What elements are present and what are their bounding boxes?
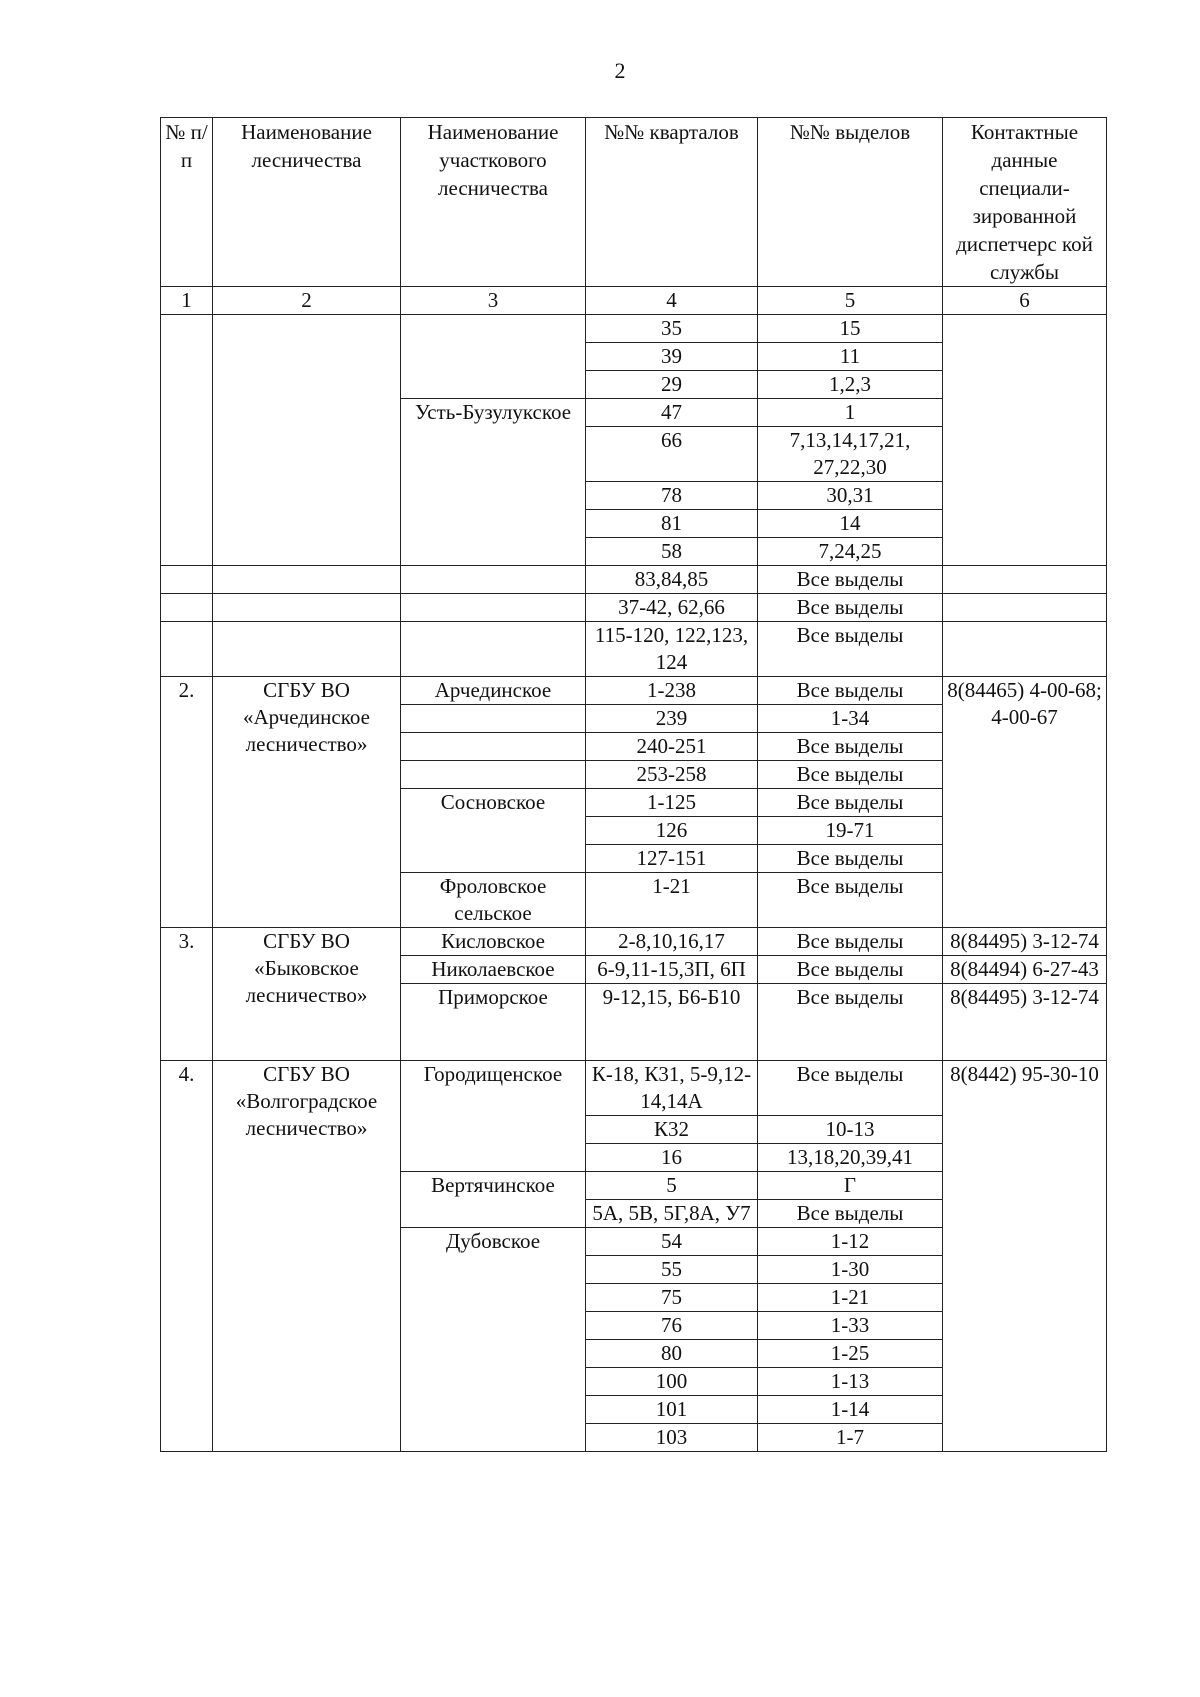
table-row bbox=[161, 928, 1107, 956]
parcels-cell: Все выделы bbox=[758, 1200, 943, 1228]
quarter-cell: 29 bbox=[586, 371, 758, 399]
col-number-cell: 5 bbox=[758, 287, 943, 315]
quarter-cell: 2-8,10,16,17 bbox=[586, 928, 758, 956]
quarter-cell: 37-42, 62,66 bbox=[586, 594, 758, 622]
forestry-cell bbox=[213, 315, 401, 566]
quarter-cell: 126 bbox=[586, 817, 758, 845]
parcels-cell: 1-34 bbox=[758, 705, 943, 733]
quarter-cell: 103 bbox=[586, 1424, 758, 1452]
quarter-cell: 6-9,11-15,3П, 6П bbox=[586, 956, 758, 984]
district-cell bbox=[401, 315, 586, 399]
forestry-cell: СГБУ ВО «Быковское лесничество» bbox=[213, 928, 401, 1061]
quarter-cell: 240-251 bbox=[586, 733, 758, 761]
contact-cell bbox=[943, 566, 1107, 594]
parcels-cell: 1-14 bbox=[758, 1396, 943, 1424]
parcels-cell: 1-30 bbox=[758, 1256, 943, 1284]
parcels-cell: Все выделы bbox=[758, 677, 943, 705]
header-col-contacts: Контактные данные специали-зированной диспетчерс кой службы bbox=[943, 118, 1107, 287]
parcels-cell: Г bbox=[758, 1172, 943, 1200]
parcels-cell: 1-33 bbox=[758, 1312, 943, 1340]
district-cell: Усть-Бузулукское bbox=[401, 399, 586, 566]
number-cell: 3. bbox=[161, 928, 213, 1061]
district-cell: Вертячинское bbox=[401, 1172, 586, 1228]
district-cell: Дубовское bbox=[401, 1228, 586, 1452]
parcels-cell: 7,13,14,17,21, 27,22,30 bbox=[758, 427, 943, 482]
parcels-cell: Все выделы bbox=[758, 622, 943, 677]
forestry-table bbox=[160, 117, 1107, 1452]
district-cell bbox=[401, 733, 586, 761]
col-number-cell: 6 bbox=[943, 287, 1107, 315]
header-col-forestry: Наименование лесничества bbox=[213, 118, 401, 287]
number-cell: 2. bbox=[161, 677, 213, 928]
parcels-cell: 1-12 bbox=[758, 1228, 943, 1256]
parcels-cell: Все выделы bbox=[758, 566, 943, 594]
contact-cell: 8(84494) 6-27-43 bbox=[943, 956, 1107, 984]
number-cell bbox=[161, 566, 213, 594]
header-col-quarters: №№ кварталов bbox=[586, 118, 758, 287]
col-number-cell: 2 bbox=[213, 287, 401, 315]
quarter-cell: 80 bbox=[586, 1340, 758, 1368]
quarter-cell: 127-151 bbox=[586, 845, 758, 873]
parcels-cell: Все выделы bbox=[758, 733, 943, 761]
parcels-cell: 19-71 bbox=[758, 817, 943, 845]
number-cell bbox=[161, 594, 213, 622]
parcels-cell: 1-7 bbox=[758, 1424, 943, 1452]
district-cell: Арчединское bbox=[401, 677, 586, 705]
parcels-cell: Все выделы bbox=[758, 761, 943, 789]
quarter-cell: 5А, 5В, 5Г,8А, У7 bbox=[586, 1200, 758, 1228]
quarter-cell: 35 bbox=[586, 315, 758, 343]
contact-cell: 8(84495) 3-12-74 bbox=[943, 928, 1107, 956]
col-number-cell: 1 bbox=[161, 287, 213, 315]
contact-cell: 8(84495) 3-12-74 bbox=[943, 984, 1107, 1061]
parcels-cell: 15 bbox=[758, 315, 943, 343]
district-cell bbox=[401, 594, 586, 622]
quarter-cell: 9-12,15, Б6-Б10 bbox=[586, 984, 758, 1061]
quarter-cell: 115-120, 122,123, 124 bbox=[586, 622, 758, 677]
col-number-cell: 3 bbox=[401, 287, 586, 315]
district-cell: Кисловское bbox=[401, 928, 586, 956]
district-cell: Николаевское bbox=[401, 956, 586, 984]
district-cell: Городищенское bbox=[401, 1061, 586, 1172]
quarter-cell: 54 bbox=[586, 1228, 758, 1256]
quarter-cell: 78 bbox=[586, 482, 758, 510]
contact-cell bbox=[943, 622, 1107, 677]
parcels-cell: 7,24,25 bbox=[758, 538, 943, 566]
parcels-cell: Все выделы bbox=[758, 928, 943, 956]
forestry-cell bbox=[213, 566, 401, 594]
quarter-cell: 239 bbox=[586, 705, 758, 733]
header-col-parcels: №№ выделов bbox=[758, 118, 943, 287]
forestry-cell bbox=[213, 622, 401, 677]
table-row bbox=[161, 1061, 1107, 1116]
district-cell: Сосновское bbox=[401, 789, 586, 873]
contact-cell bbox=[943, 594, 1107, 622]
quarter-cell: 1-21 bbox=[586, 873, 758, 928]
col-number-cell: 4 bbox=[586, 287, 758, 315]
district-cell bbox=[401, 566, 586, 594]
parcels-cell: Все выделы bbox=[758, 984, 943, 1061]
quarter-cell: 75 bbox=[586, 1284, 758, 1312]
page-number: 2 bbox=[614, 58, 626, 83]
quarter-cell: 1-125 bbox=[586, 789, 758, 817]
parcels-cell: 1-13 bbox=[758, 1368, 943, 1396]
quarter-cell: 39 bbox=[586, 343, 758, 371]
forestry-cell bbox=[213, 594, 401, 622]
quarter-cell: К-18, К31, 5-9,12-14,14А bbox=[586, 1061, 758, 1116]
district-cell: Фроловское сельское bbox=[401, 873, 586, 928]
parcels-cell: 1 bbox=[758, 399, 943, 427]
number-cell: 4. bbox=[161, 1061, 213, 1452]
header-col-district: Наименование участкового лесничества bbox=[401, 118, 586, 287]
quarter-cell: 253-258 bbox=[586, 761, 758, 789]
quarter-cell: 100 bbox=[586, 1368, 758, 1396]
quarter-cell: 16 bbox=[586, 1144, 758, 1172]
header-col-number: № п/п bbox=[161, 118, 213, 287]
parcels-cell: 13,18,20,39,41 bbox=[758, 1144, 943, 1172]
table-row bbox=[161, 622, 1107, 677]
quarter-cell: 58 bbox=[586, 538, 758, 566]
quarter-cell: 76 bbox=[586, 1312, 758, 1340]
quarter-cell: 1-238 bbox=[586, 677, 758, 705]
header-row bbox=[161, 118, 1107, 287]
parcels-cell: 30,31 bbox=[758, 482, 943, 510]
quarter-cell: К32 bbox=[586, 1116, 758, 1144]
district-cell: Приморское bbox=[401, 984, 586, 1061]
parcels-cell: 10-13 bbox=[758, 1116, 943, 1144]
table-row bbox=[161, 677, 1107, 705]
parcels-cell: Все выделы bbox=[758, 789, 943, 817]
table-row bbox=[161, 566, 1107, 594]
quarter-cell: 5 bbox=[586, 1172, 758, 1200]
parcels-cell: Все выделы bbox=[758, 873, 943, 928]
contact-cell: 8(84465) 4-00-68; 4-00-67 bbox=[943, 677, 1107, 928]
contact-cell: 8(8442) 95-30-10 bbox=[943, 1061, 1107, 1452]
parcels-cell: Все выделы bbox=[758, 845, 943, 873]
quarter-cell: 81 bbox=[586, 510, 758, 538]
contact-cell bbox=[943, 315, 1107, 566]
parcels-cell: 11 bbox=[758, 343, 943, 371]
forestry-cell: СГБУ ВО «Волгоградское лесничество» bbox=[213, 1061, 401, 1452]
forestry-cell: СГБУ ВО «Арчединское лесничество» bbox=[213, 677, 401, 928]
parcels-cell: 1-25 bbox=[758, 1340, 943, 1368]
parcels-cell: 1-21 bbox=[758, 1284, 943, 1312]
quarter-cell: 83,84,85 bbox=[586, 566, 758, 594]
column-number-row bbox=[161, 287, 1107, 315]
parcels-cell: 14 bbox=[758, 510, 943, 538]
parcels-cell: Все выделы bbox=[758, 956, 943, 984]
parcels-cell: 1,2,3 bbox=[758, 371, 943, 399]
number-cell bbox=[161, 622, 213, 677]
parcels-cell: Все выделы bbox=[758, 1061, 943, 1116]
table-row bbox=[161, 315, 1107, 343]
quarter-cell: 47 bbox=[586, 399, 758, 427]
quarter-cell: 101 bbox=[586, 1396, 758, 1424]
quarter-cell: 66 bbox=[586, 427, 758, 482]
district-cell bbox=[401, 705, 586, 733]
parcels-cell: Все выделы bbox=[758, 594, 943, 622]
number-cell bbox=[161, 315, 213, 566]
district-cell bbox=[401, 622, 586, 677]
quarter-cell: 55 bbox=[586, 1256, 758, 1284]
district-cell bbox=[401, 761, 586, 789]
table-row bbox=[161, 594, 1107, 622]
